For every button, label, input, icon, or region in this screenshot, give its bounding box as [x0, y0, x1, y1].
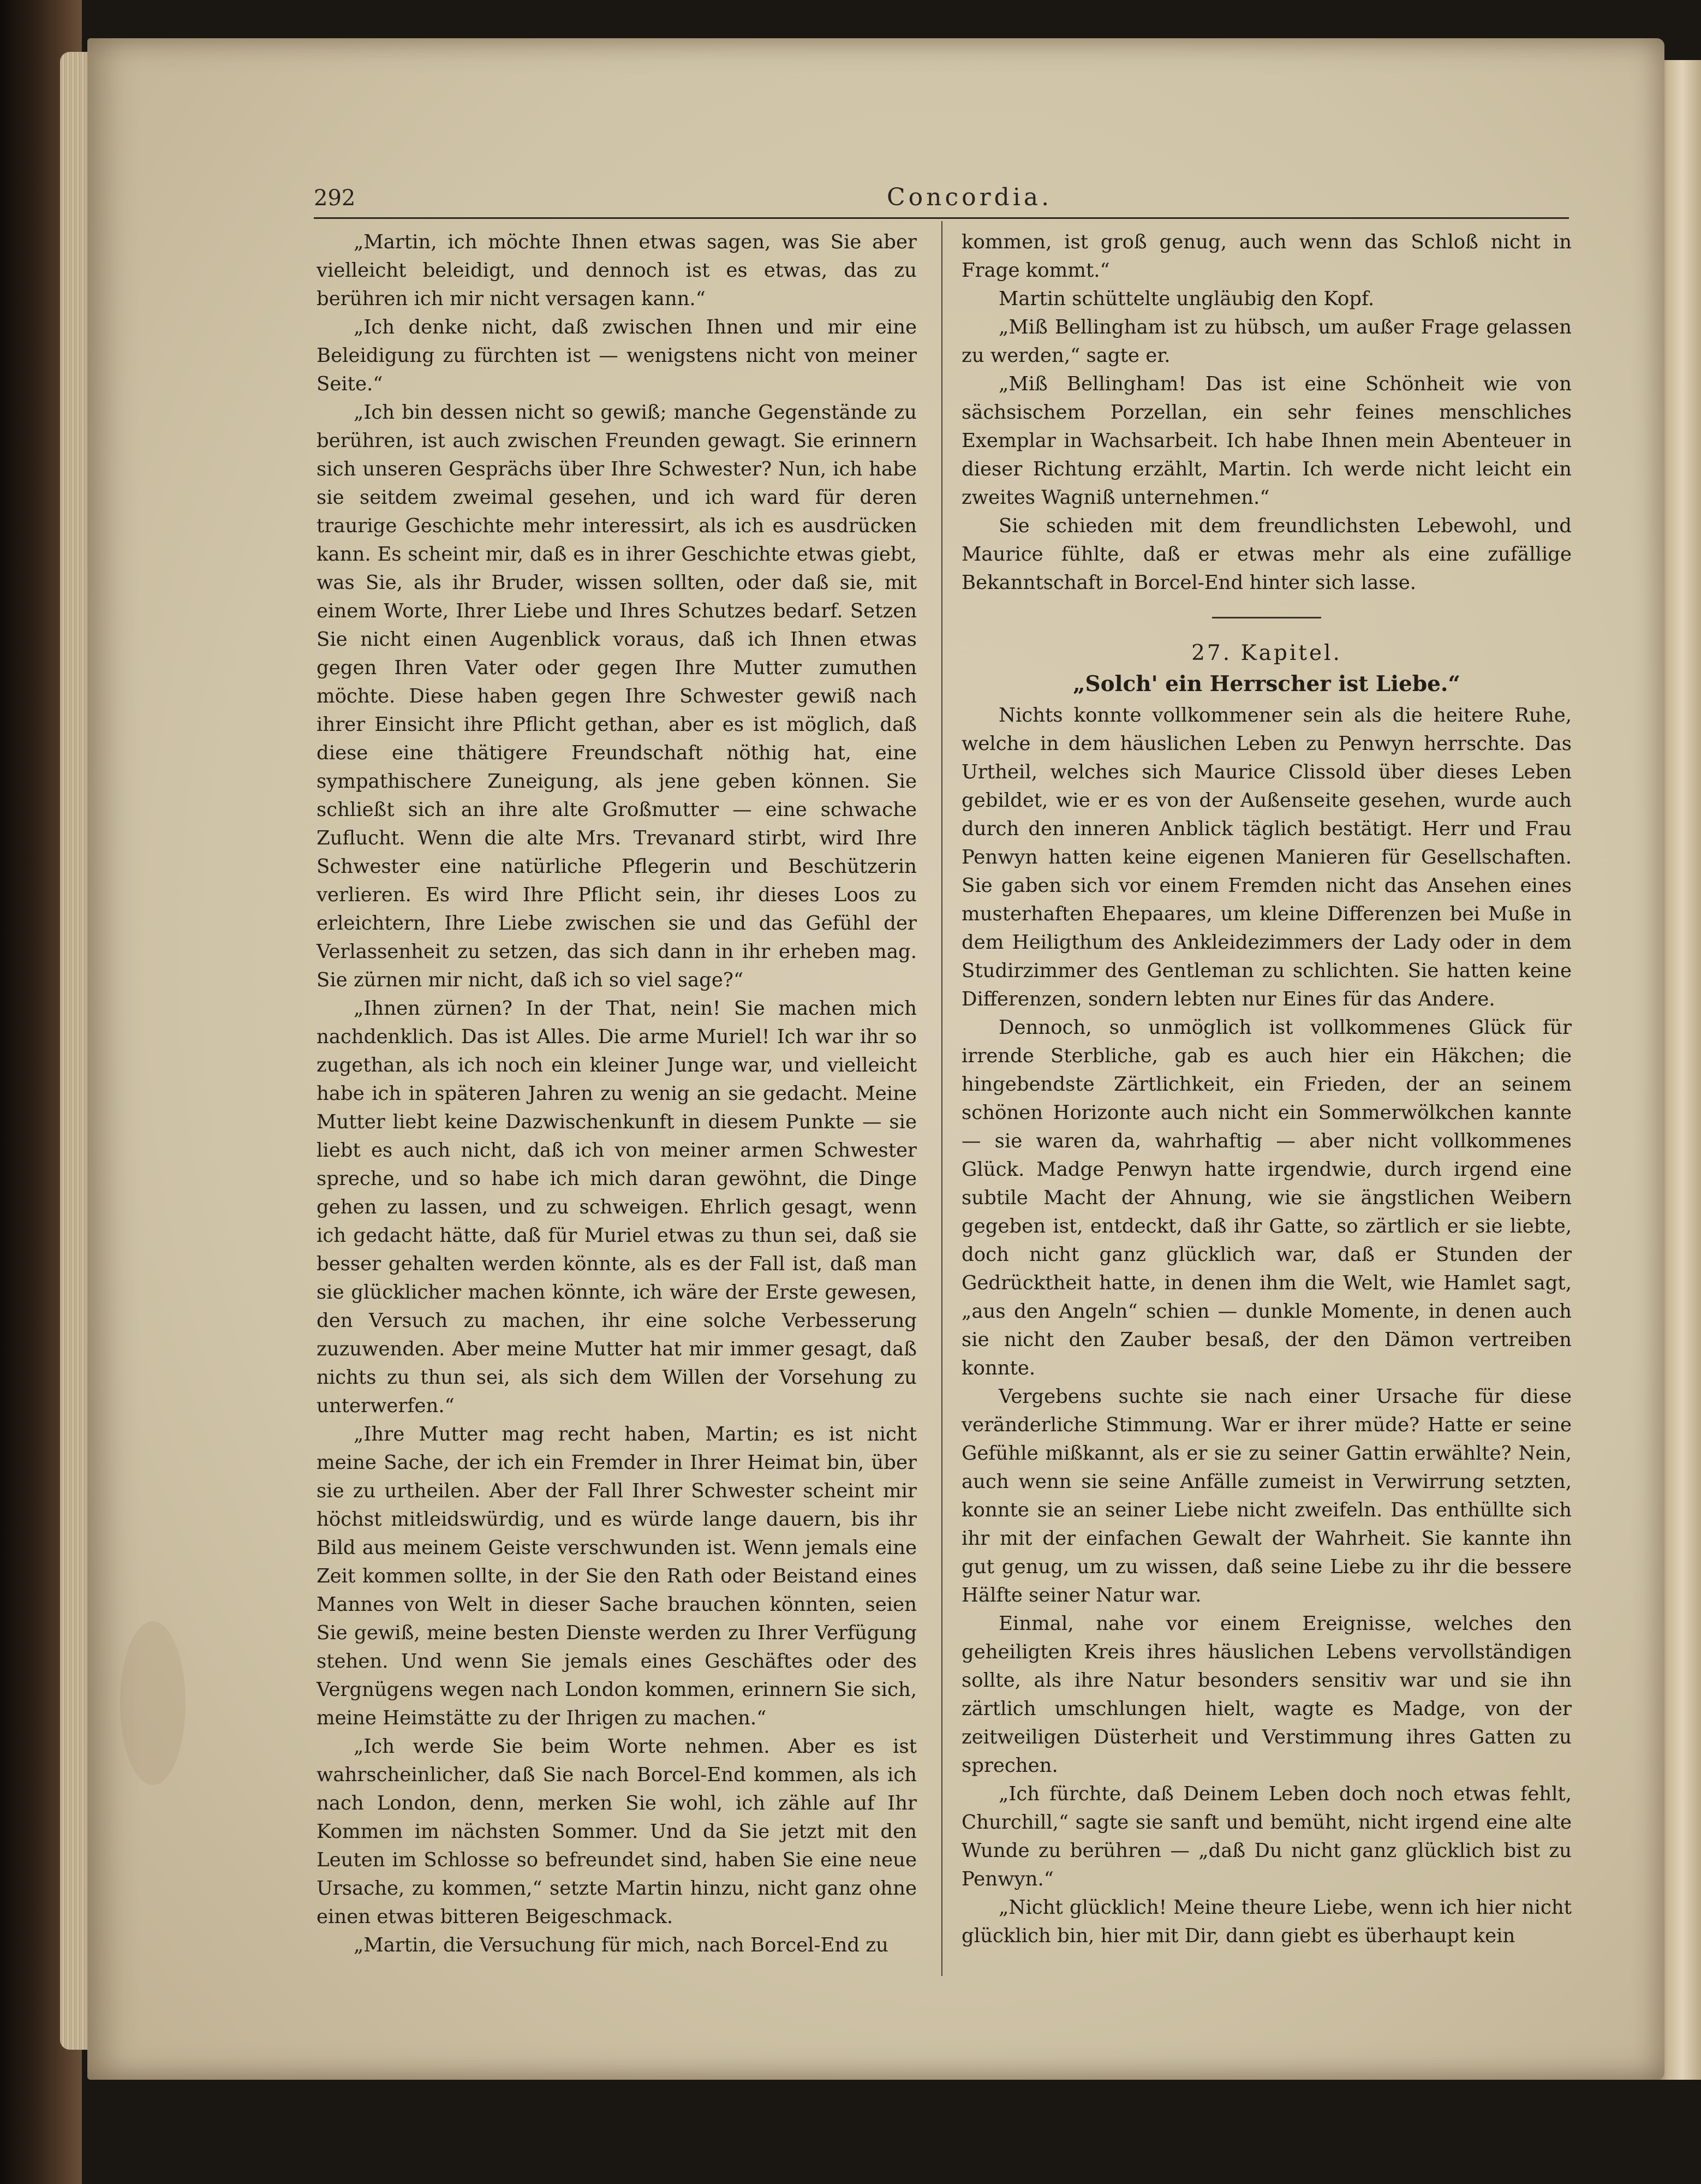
chapter-number: 27. Kapitel.: [1191, 641, 1342, 665]
paragraph: „Ihre Mutter mag recht haben, Martin; es ist nicht meine Sache, der ich ein Fremder in Ihrer Heimat bin, über sie zu urtheilen. Aber der Fall Ihrer Schwester scheint mir höchst mitleidswürdig, und es würde lange dauern, bis ihr Bild aus meinem Geiste verschwunden ist. Wenn jemals eine Zeit kommen sollte, in der Sie den Rath oder Beistand eines Mannes von Welt in dieser Sache brauchen könnten, seien Sie gewiß, meine besten Dienste werden zu Ihrer Verfügung stehen. Und wenn Sie jemals eines Geschäftes oder des Vergnügens wegen nach London kommen, erinnern Sie sich, meine Heimstätte zu der Ihrigen zu machen.“: [317, 1423, 917, 1729]
paper-stain: [120, 1621, 186, 1785]
page-header: [314, 181, 1569, 219]
paragraph: Sie schieden mit dem freundlichsten Lebewohl, und Maurice fühlte, daß er etwas mehr als eine zufällige Bekanntschaft in Borcel-End hinter sich lasse.: [962, 515, 1572, 594]
paragraph: Nichts konnte vollkommener sein als die heitere Ruhe, welche in dem häuslichen Leben zu Penwyn herrschte. Das Urtheil, welches sich Maurice Clissold über dieses Leben gebildet, wie er es von der Außenseite gesehen, wurde auch durch den inneren Anblick täglich bestätigt. Herr und Frau Penwyn hatten keine eigenen Manieren für Gesellschaften. Sie gaben sich vor einem Fremden nicht das Ansehen eines musterhaften Ehepaares, um kleine Differenzen bei Muße in dem Heiligthum des Ankleidezimmers der Lady oder in dem Studirzimmer des Gentleman zu schlichten. Sie hatten keine Differenzen, sondern lebten nur Eines für das Andere.: [962, 704, 1572, 1010]
paragraph: Dennoch, so unmöglich ist vollkommenes Glück für irrende Sterbliche, gab es auch hier ein Häkchen; die hingebendste Zärtlichkeit, ein Frieden, der an seinem schönen Horizonte auch nicht ein Sommerwölkchen kannte — sie waren da, wahrhaftig — aber nicht vollkommenes Glück. Madge Penwyn hatte irgendwie, durch irgend eine subtile Macht der Ahnung, wie sie ängstlichen Weibern gegeben ist, entdeckt, daß ihr Gatte, so zärtlich er sie liebte, doch nicht ganz glücklich war, daß er Stunden der Gedrücktheit hatte, in denen ihm die Welt, wie Hamlet sagt, „aus den Angeln“ schien — dunkle Momente, in denen auch sie nicht den Zauber besaß, der den Dämon vertreiben konnte.: [962, 1016, 1572, 1379]
right-column: [962, 228, 1572, 1950]
left-column: [317, 228, 917, 1960]
paragraph: „Martin, die Versuchung für mich, nach Borcel-End zu: [354, 1934, 888, 1956]
chapter-title: „Solch' ein Herrscher ist Liebe.“: [1073, 671, 1460, 697]
paragraph: „Ich fürchte, daß Deinem Leben doch noch etwas fehlt, Churchill,“ sagte sie sanft und bemüht, nicht irgend eine alte Wunde zu berühren — „daß Du nicht ganz glücklich bist zu Penwyn.“: [962, 1783, 1572, 1890]
header-rule: [314, 217, 1569, 219]
paragraph: kommen, ist groß genug, auch wenn das Schloß nicht in Frage kommt.“: [962, 231, 1572, 282]
paragraph: Einmal, nahe vor einem Ereignisse, welches den geheiligten Kreis ihres häuslichen Lebens vervollständigen sollte, als ihre Natur besonders sensitiv war und sie ihn zärtlich umschlungen hielt, wagte es Madge, von der zeitweiligen Düsterheit und Verstimmung ihres Gatten zu sprechen.: [962, 1612, 1572, 1777]
paragraph: „Martin, ich möchte Ihnen etwas sagen, was Sie aber vielleicht beleidigt, und dennoch ist es etwas, das zu berühren ich mir nicht versagen kann.“: [317, 231, 917, 310]
chapter-separator: [1212, 617, 1321, 618]
paragraph: „Nicht glücklich! Meine theure Liebe, wenn ich hier nicht glücklich bin, hier mit Dir, dann giebt es überhaupt kein: [962, 1896, 1572, 1947]
paragraph: „Ich denke nicht, daß zwischen Ihnen und mir eine Beleidigung zu fürchten ist — wenigstens nicht von meiner Seite.“: [317, 316, 917, 395]
paragraph: „Miß Bellingham! Das ist eine Schönheit wie von sächsischem Porzellan, ein sehr feines menschliches Exemplar in Wachsarbeit. Ich habe Ihnen mein Abenteuer in dieser Richtung erzählt, Martin. Ich werde nicht leicht ein zweites Wagniß unternehmen.“: [962, 373, 1572, 509]
paragraph: „Ich bin dessen nicht so gewiß; manche Gegenstände zu berühren, ist auch zwischen Freunden gewagt. Sie erinnern sich unseren Gesprächs über Ihre Schwester? Nun, ich habe sie seitdem zweimal gesehen, und ich ward für deren traurige Geschichte mehr interessirt, als ich es ausdrücken kann. Es scheint mir, daß es in ihrer Geschichte etwas giebt, was Sie, als ihr Bruder, wissen sollten, oder daß sie, mit einem Worte, Ihrer Liebe und Ihres Schutzes bedarf. Setzen Sie nicht einen Augenblick voraus, daß ich Ihnen etwas gegen Ihren Vater oder gegen Ihre Mutter zumuthen möchte. Diese haben gegen Ihre Schwester gewiß nach ihrer Einsicht ihre Pflicht gethan, aber es ist möglich, daß diese eine thätigere Freundschaft nöthig hat, eine sympathischere Zuneigung, als jene geben können. Sie schließt sich an ihre alte Großmutter — eine schwache Zuflucht. Wenn die alte Mrs. Trevanard stirbt, wird Ihre Schwester eine natürliche Pflegerin und Beschützerin verlieren. Es wird Ihre Pflicht sein, ihr dieses Loos zu erleichtern, Ihre Liebe zwischen sie und das Gefühl der Verlassenheit zu setzen, das sich dann in ihr erheben mag. Sie zürnen mir nicht, daß ich so viel sage?“: [317, 401, 917, 991]
paragraph: „Miß Bellingham ist zu hübsch, um außer Frage gelassen zu werden,“ sagte er.: [962, 316, 1572, 367]
column-divider: [941, 221, 942, 1976]
paragraph: Martin schüttelte ungläubig den Kopf.: [999, 288, 1375, 310]
paragraph: „Ihnen zürnen? In der That, nein! Sie machen mich nachdenklich. Das ist Alles. Die arme Muriel! Ich war ihr so zugethan, als ich noch ein kleiner Junge war, und vielleicht habe ich in späteren Jahren zu wenig an sie gedacht. Meine Mutter liebt keine Dazwischenkunft in diesem Punkte — sie liebt es auch nicht, daß ich von meiner armen Schwester spreche, und so habe ich mich daran gewöhnt, die Dinge gehen zu lassen, und zu schweigen. Ehrlich gesagt, wenn ich gedacht hätte, daß für Muriel etwas zu thun sei, daß sie besser gehalten werden könnte, als es der Fall ist, daß man sie glücklicher machen könnte, ich wäre der Erste gewesen, den Versuch zu machen, ihr eine solche Verbesserung zuzuwenden. Aber meine Mutter hat mir immer gesagt, daß nichts zu thun sei, als sich dem Willen der Vorsehung zu unterwerfen.“: [317, 997, 917, 1417]
paragraph: „Ich werde Sie beim Worte nehmen. Aber es ist wahrscheinlicher, daß Sie nach Borcel-End kommen, als ich nach London, denn, merken Sie wohl, ich zähle auf Ihr Kommen im nächsten Sommer. Und da Sie jetzt mit den Leuten im Schlosse so befreundet sind, haben Sie eine neue Ursache, zu kommen,“ setzte Martin hinzu, nicht ganz ohne einen etwas bitteren Beigeschmack.: [317, 1735, 917, 1928]
paragraph: Vergebens suchte sie nach einer Ursache für diese veränderliche Stimmung. War er ihrer müde? Hatte er seine Gefühle mißkannt, als er sie zu seiner Gattin erwählte? Nein, auch wenn sie seine Anfälle zumeist in Verwirrung setzten, konnte sie an seiner Liebe nicht zweifeln. Das enthüllte sich ihr mit der einfachen Gewalt der Wahrheit. Sie kannte ihn gut genug, um zu wissen, daß seine Liebe zu ihr die bessere Hälfte seiner Natur war.: [962, 1385, 1572, 1606]
running-title: Concordia.: [887, 183, 1053, 211]
page-number: 292: [314, 186, 356, 211]
